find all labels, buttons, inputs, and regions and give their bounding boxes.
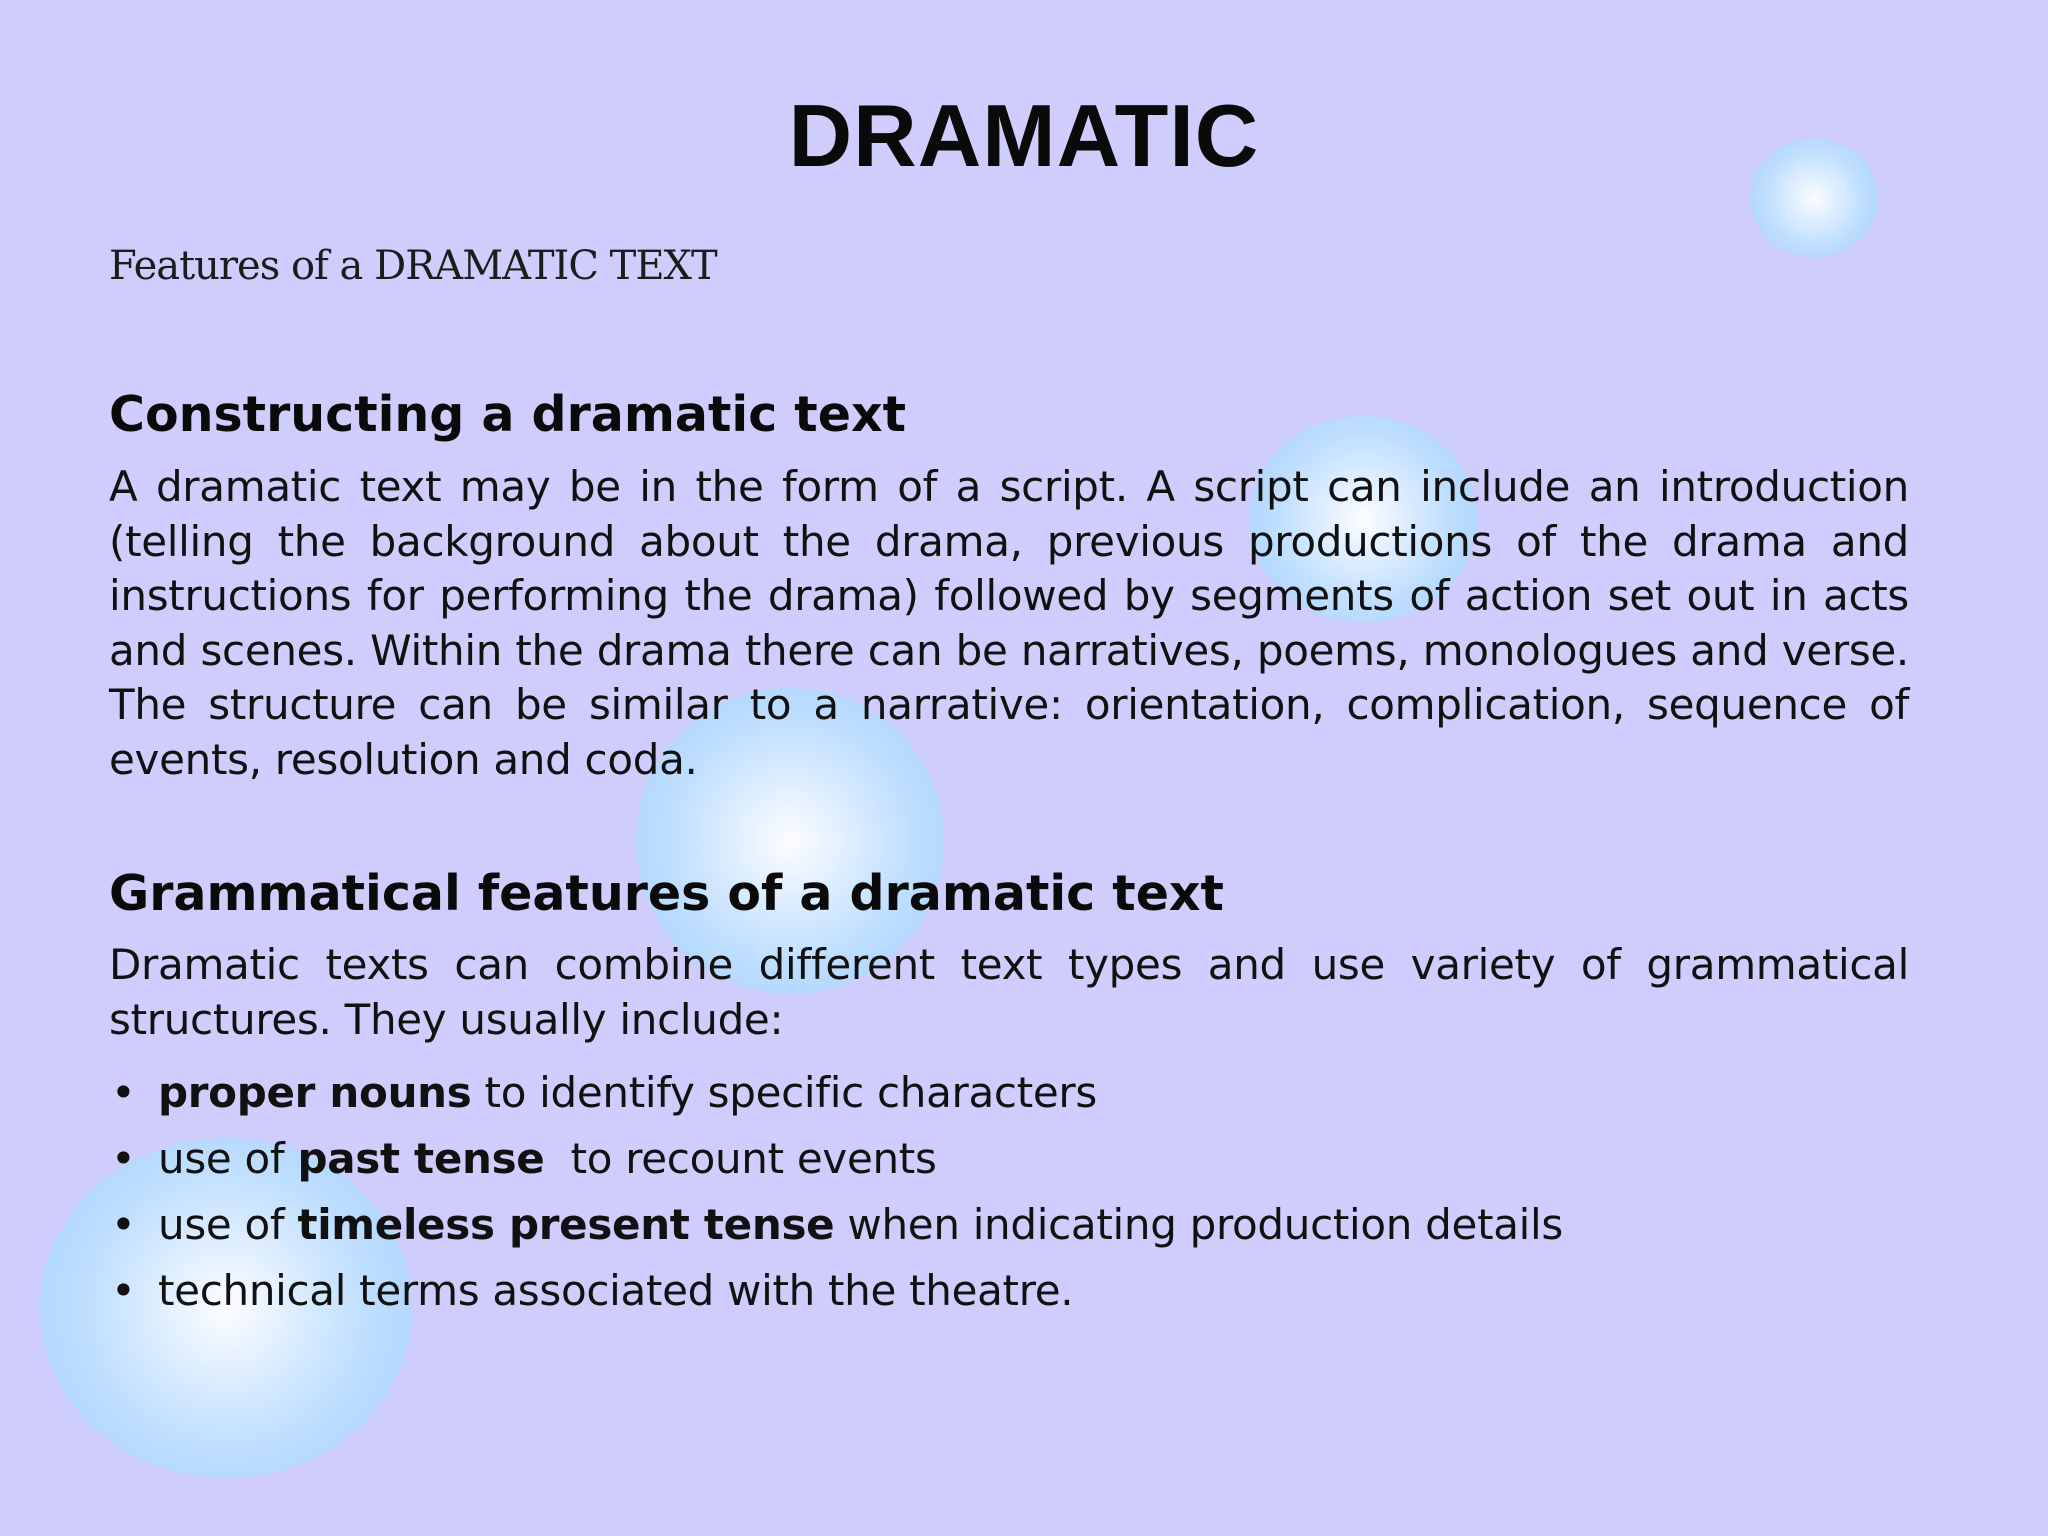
list-item [109,1192,1909,1258]
list-item-text: to recount events [544,1134,937,1183]
bullet-icon: • [111,1134,136,1183]
list-item [109,1126,1909,1192]
grammatical-features-list [109,1060,1909,1324]
list-item-text: technical terms associated with the theatre. [158,1266,1074,1315]
section-heading-constructing: Constructing a dramatic text [109,386,906,443]
list-item-bold: proper nouns [158,1068,472,1117]
list-item [109,1060,1909,1126]
section-heading-grammatical: Grammatical features of a dramatic text [109,865,1224,922]
list-item-text: use of [158,1200,298,1249]
bullet-icon: • [111,1068,136,1117]
list-item-text: to identify specific characters [471,1068,1097,1117]
slide-subtitle: Features of a DRAMATIC TEXT [109,243,717,289]
list-item-bold: timeless present tense [297,1200,835,1249]
list-item-bold: past tense [297,1134,545,1183]
section-body-grammatical: Dramatic texts can combine different text types and use variety of grammatical structures. They usually include: [109,940,1909,1044]
list-item-text: when indicating production details [834,1200,1564,1249]
section-body-constructing: A dramatic text may be in the form of a script. A script can include an introduction (telling the background about the drama, previous productions of the drama and instructions for performing the drama) followed by segments of action set out in acts and scenes. Within the drama there can be narratives, poems, monologues and verse. The structure can be similar to a narrative: orientation, complication, sequence of events, resolution and coda. [109,462,1909,784]
bullet-icon: • [111,1200,136,1249]
slide-title: DRAMATIC [788,86,1260,185]
list-item-text: use of [158,1134,298,1183]
list-item [109,1258,1909,1324]
bullet-icon: • [111,1266,136,1315]
